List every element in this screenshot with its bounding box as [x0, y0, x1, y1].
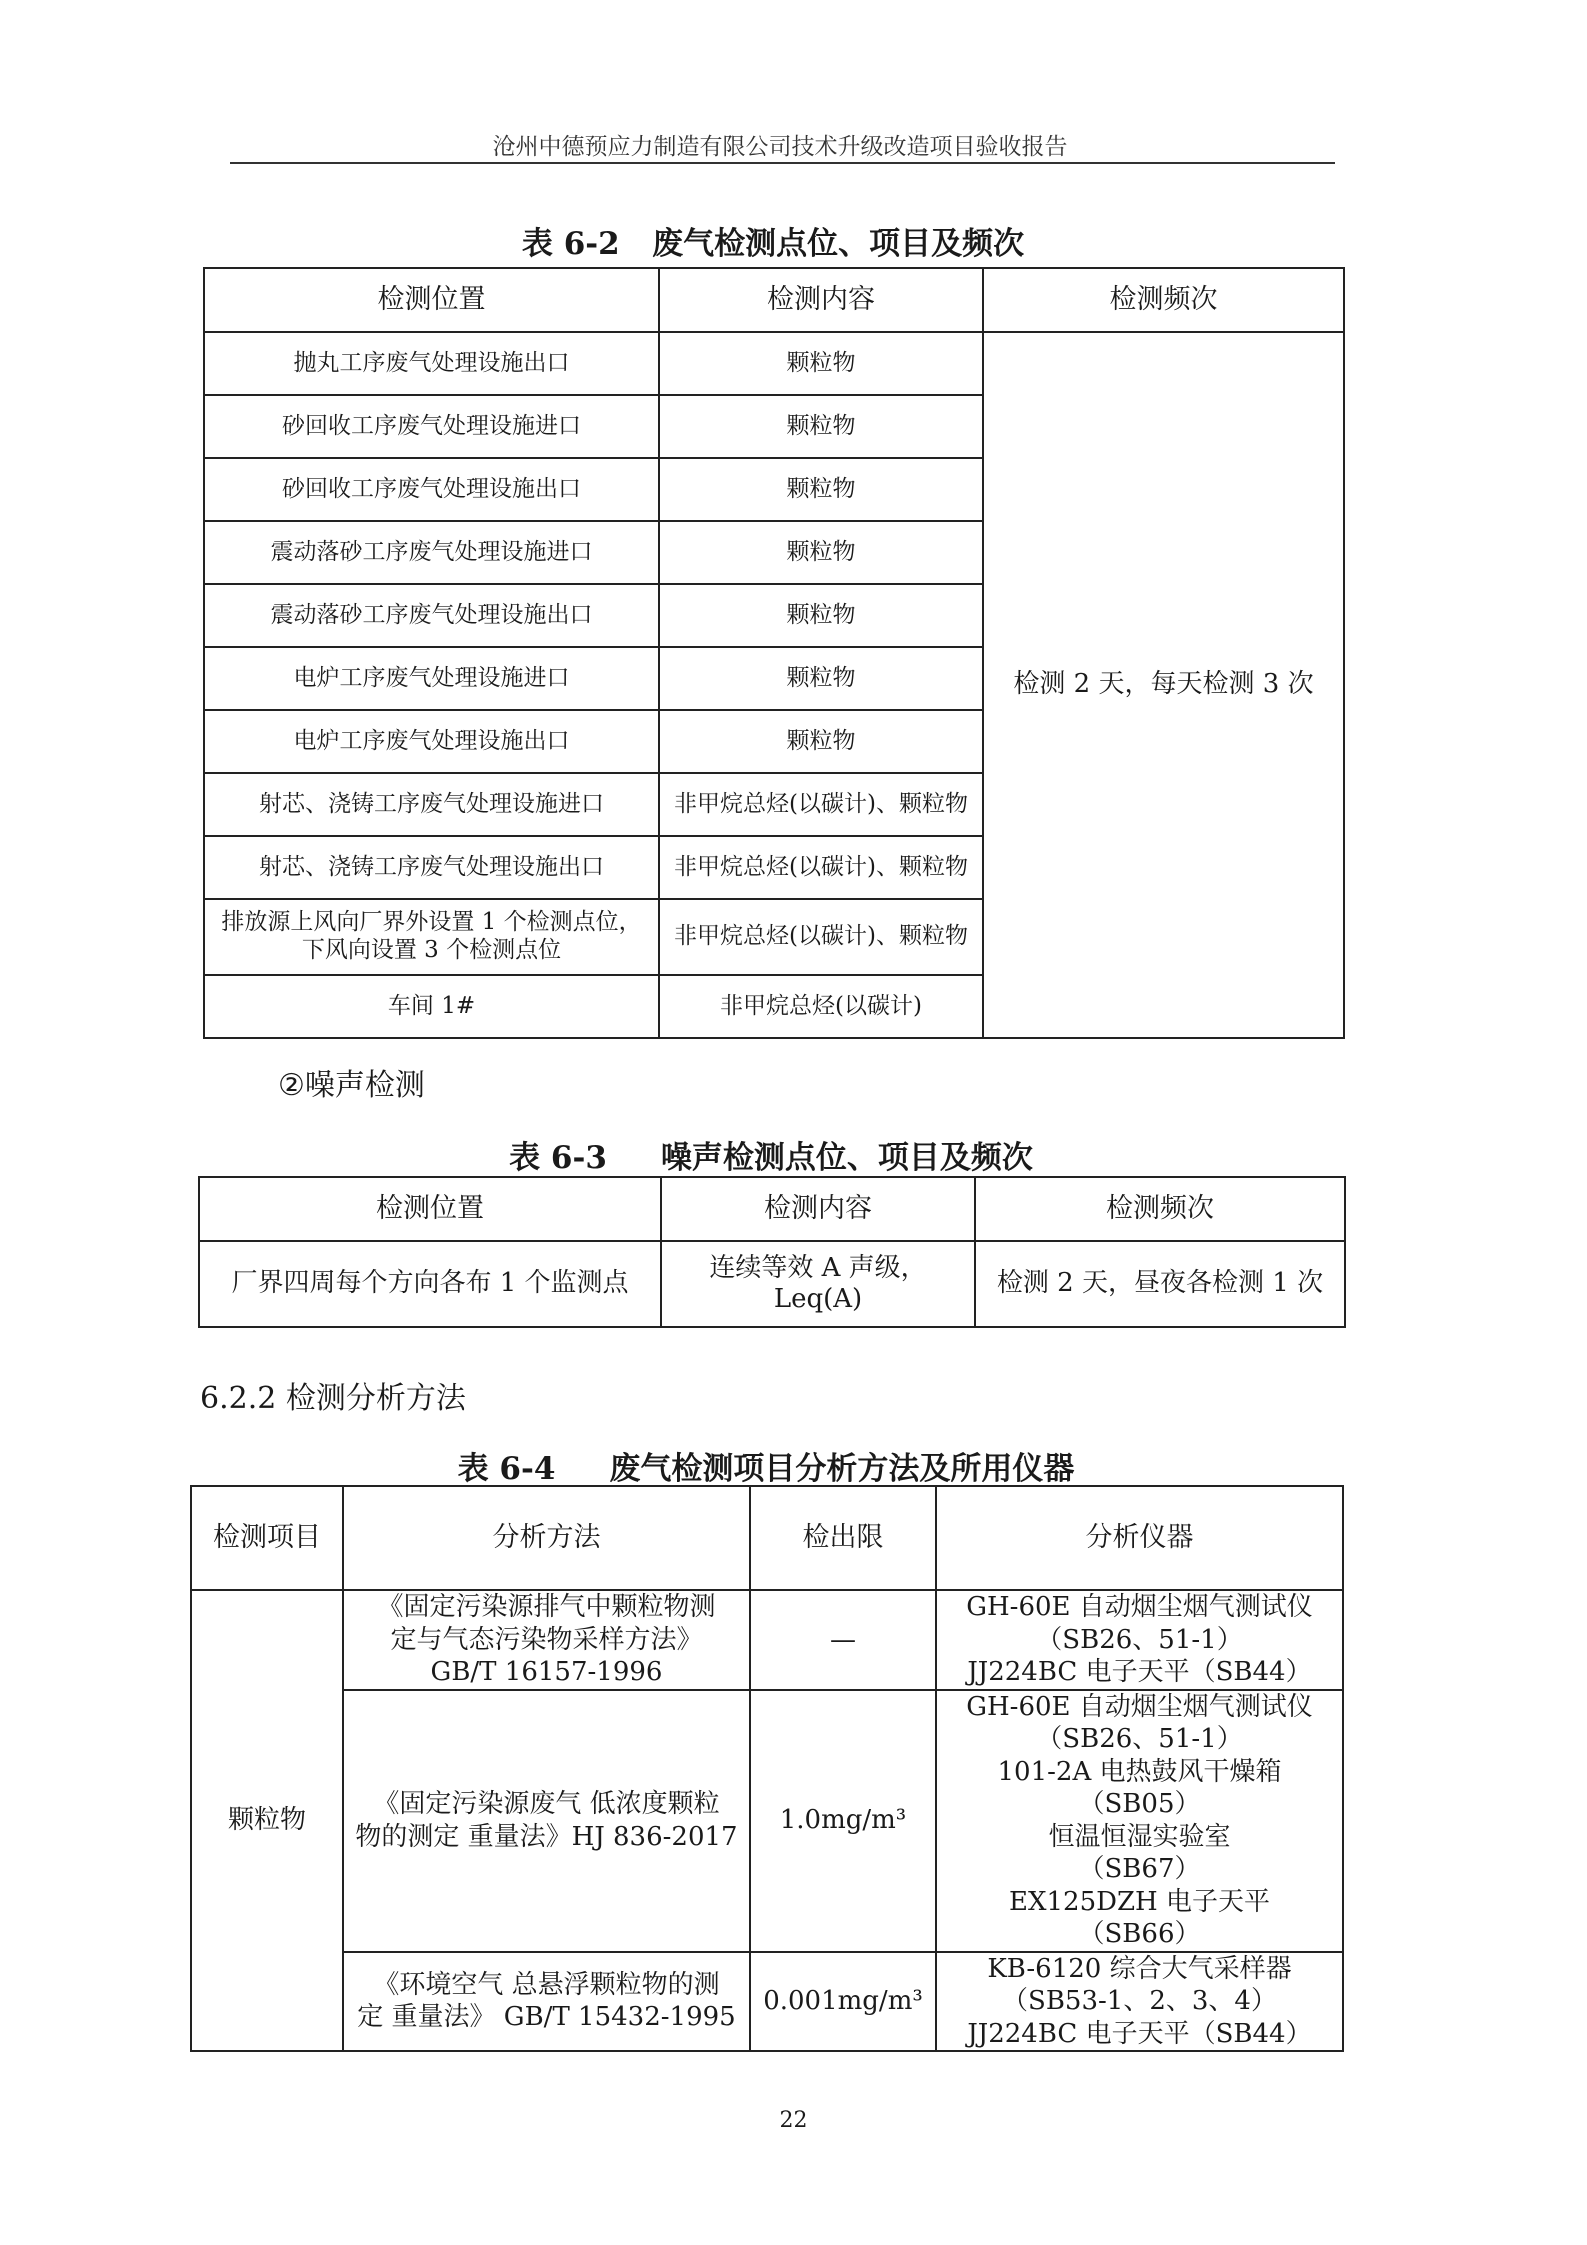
cell-location: 车间 1#: [204, 975, 659, 1038]
cell-instrument: KB-6120 综合大气采样器 （SB53-1、2、3、4） JJ224BC 电子天平（SB44）: [936, 1952, 1343, 2052]
cell-location: 厂界四周每个方向各布 1 个监测点: [199, 1241, 661, 1327]
column-header-frequency: 检测频次: [975, 1177, 1345, 1241]
table-header-row: [204, 268, 1344, 332]
cell-location: 电炉工序废气处理设施出口: [204, 710, 659, 773]
cell-location: 砂回收工序废气处理设施进口: [204, 395, 659, 458]
cell-content: 非甲烷总烃(以碳计): [659, 975, 983, 1038]
table-row: [191, 1590, 1343, 1690]
cell-limit: 1.0mg/m³: [750, 1690, 936, 1952]
cell-content: 颗粒物: [659, 584, 983, 647]
table-row: [191, 1952, 1343, 2052]
column-header-content: 检测内容: [659, 268, 983, 332]
cell-location: 砂回收工序废气处理设施出口: [204, 458, 659, 521]
column-header-instrument: 分析仪器: [936, 1486, 1343, 1590]
cell-content: 颗粒物: [659, 395, 983, 458]
cell-frequency: 检测 2 天，每天检测 3 次: [983, 332, 1344, 1038]
cell-method: 《固定污染源排气中颗粒物测 定与气态污染物采样方法》 GB/T 16157-1996: [343, 1590, 750, 1690]
table-6-3-caption: 表 6-3 噪声检测点位、项目及频次: [509, 1140, 1033, 1176]
header-divider: [230, 162, 1335, 164]
noise-section-heading: ②噪声检测: [278, 1068, 425, 1103]
cell-content: 非甲烷总烃(以碳计)、颗粒物: [659, 836, 983, 899]
cell-frequency: 检测 2 天，昼夜各检测 1 次: [975, 1241, 1345, 1327]
page-header-title: 沧州中德预应力制造有限公司技术升级改造项目验收报告: [492, 134, 1068, 160]
cell-instrument: GH-60E 自动烟尘烟气测试仪 （SB26、51-1） 101-2A 电热鼓风干燥箱 （SB05） 恒温恒湿实验室 （SB67） EX125DZH 电子天平 （SB66）: [936, 1690, 1343, 1952]
column-header-location: 检测位置: [199, 1177, 661, 1241]
cell-content: 颗粒物: [659, 521, 983, 584]
cell-location: 射芯、浇铸工序废气处理设施出口: [204, 836, 659, 899]
column-header-frequency: 检测频次: [983, 268, 1344, 332]
column-header-content: 检测内容: [661, 1177, 975, 1241]
cell-content: 非甲烷总烃(以碳计)、颗粒物: [659, 899, 983, 975]
column-header-item: 检测项目: [191, 1486, 343, 1590]
cell-method: 《环境空气 总悬浮颗粒物的测 定 重量法》 GB/T 15432-1995: [343, 1952, 750, 2052]
column-header-limit: 检出限: [750, 1486, 936, 1590]
cell-location: 震动落砂工序废气处理设施进口: [204, 521, 659, 584]
cell-content: 颗粒物: [659, 458, 983, 521]
cell-content: 连续等效 A 声级， Leq(A): [661, 1241, 975, 1327]
cell-content: 非甲烷总烃(以碳计)、颗粒物: [659, 773, 983, 836]
table-6-2: [203, 267, 1345, 1039]
table-6-2-caption: 表 6-2 废气检测点位、项目及频次: [521, 226, 1025, 262]
cell-location: 抛丸工序废气处理设施出口: [204, 332, 659, 395]
cell-limit: —: [750, 1590, 936, 1690]
cell-limit: 0.001mg/m³: [750, 1952, 936, 2052]
cell-content: 颗粒物: [659, 332, 983, 395]
table-row: [191, 1690, 1343, 1952]
cell-location: 排放源上风向厂界外设置 1 个检测点位， 下风向设置 3 个检测点位: [204, 899, 659, 975]
column-header-method: 分析方法: [343, 1486, 750, 1590]
cell-content: 颗粒物: [659, 710, 983, 773]
cell-location: 震动落砂工序废气处理设施出口: [204, 584, 659, 647]
table-header-row: [191, 1486, 1343, 1590]
table-row: [199, 1241, 1345, 1327]
cell-method: 《固定污染源废气 低浓度颗粒 物的测定 重量法》HJ 836-2017: [343, 1690, 750, 1952]
table-6-4: [190, 1485, 1344, 2052]
cell-location: 电炉工序废气处理设施进口: [204, 647, 659, 710]
table-row: [204, 332, 1344, 395]
page-number: 22: [779, 2108, 808, 2133]
cell-location: 射芯、浇铸工序废气处理设施进口: [204, 773, 659, 836]
table-header-row: [199, 1177, 1345, 1241]
cell-instrument: GH-60E 自动烟尘烟气测试仪 （SB26、51-1） JJ224BC 电子天平（SB44）: [936, 1590, 1343, 1690]
cell-content: 颗粒物: [659, 647, 983, 710]
cell-item: 颗粒物: [191, 1590, 343, 2051]
section-6-2-2-heading: 6.2.2 检测分析方法: [200, 1381, 466, 1416]
column-header-location: 检测位置: [204, 268, 659, 332]
table-6-3: [198, 1176, 1346, 1328]
table-6-4-caption: 表 6-4 废气检测项目分析方法及所用仪器: [457, 1451, 1075, 1487]
